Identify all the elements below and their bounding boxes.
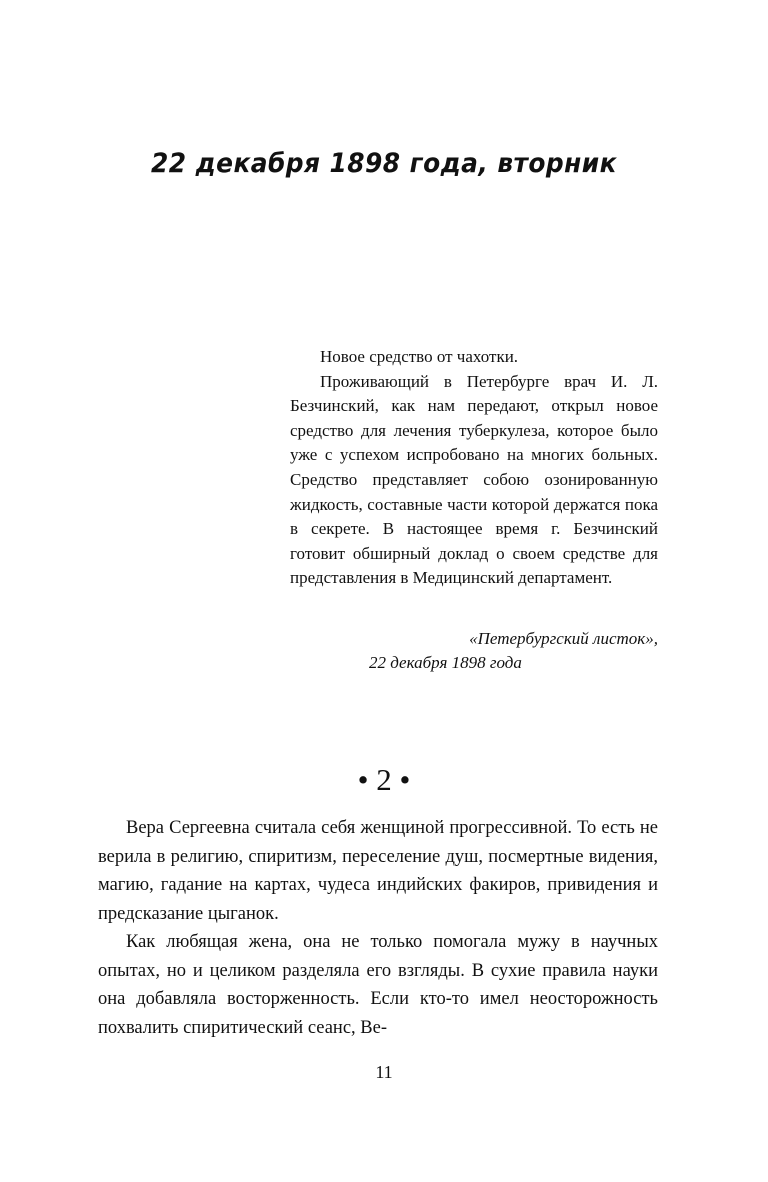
- page-number: 11: [375, 1062, 393, 1082]
- chapter-title: 22 декабря 1898 года, вторник: [151, 148, 617, 179]
- epigraph-source: [290, 627, 658, 675]
- paragraph: Как любящая жена, она не только помогала мужу в научных опытах, но и целиком разделяла его взгляды. В сухие правила науки она добавляла восторженность. Если кто-то имел неосторожность похвалить спиритический сеанс, Ве-: [98, 932, 658, 1038]
- epigraph-body: Проживающий в Петербурге врач И. Л. Безчинский, как нам передают, открыл новое средство для лечения туберкулеза, которое было уже с успехом испробовано на многих больных. Средство представляет собою озонированную жидкость, составные части которой держатся пока в секрете. В настоящее время г. Безчинский готовит обширный доклад о своем средстве для представления в Медицинский департамент.: [290, 371, 658, 588]
- epigraph-source-name: «Петербургский листок»,: [469, 629, 658, 648]
- section-marker: • 2 •: [357, 762, 411, 797]
- epigraph-source-date: 22 декабря 1898 года: [369, 653, 522, 672]
- epigraph-headline: Новое средство от чахотки.: [320, 347, 519, 366]
- epigraph: [290, 345, 658, 591]
- paragraph: Вера Сергеевна считала себя женщиной прогрессивной. То есть не верила в религию, спиритизм, переселение душ, посмертные видения, магию, гадание на картах, чудеса индийских факиров, привидения и предсказание цыганок.: [98, 818, 658, 924]
- main-text: [98, 814, 658, 1042]
